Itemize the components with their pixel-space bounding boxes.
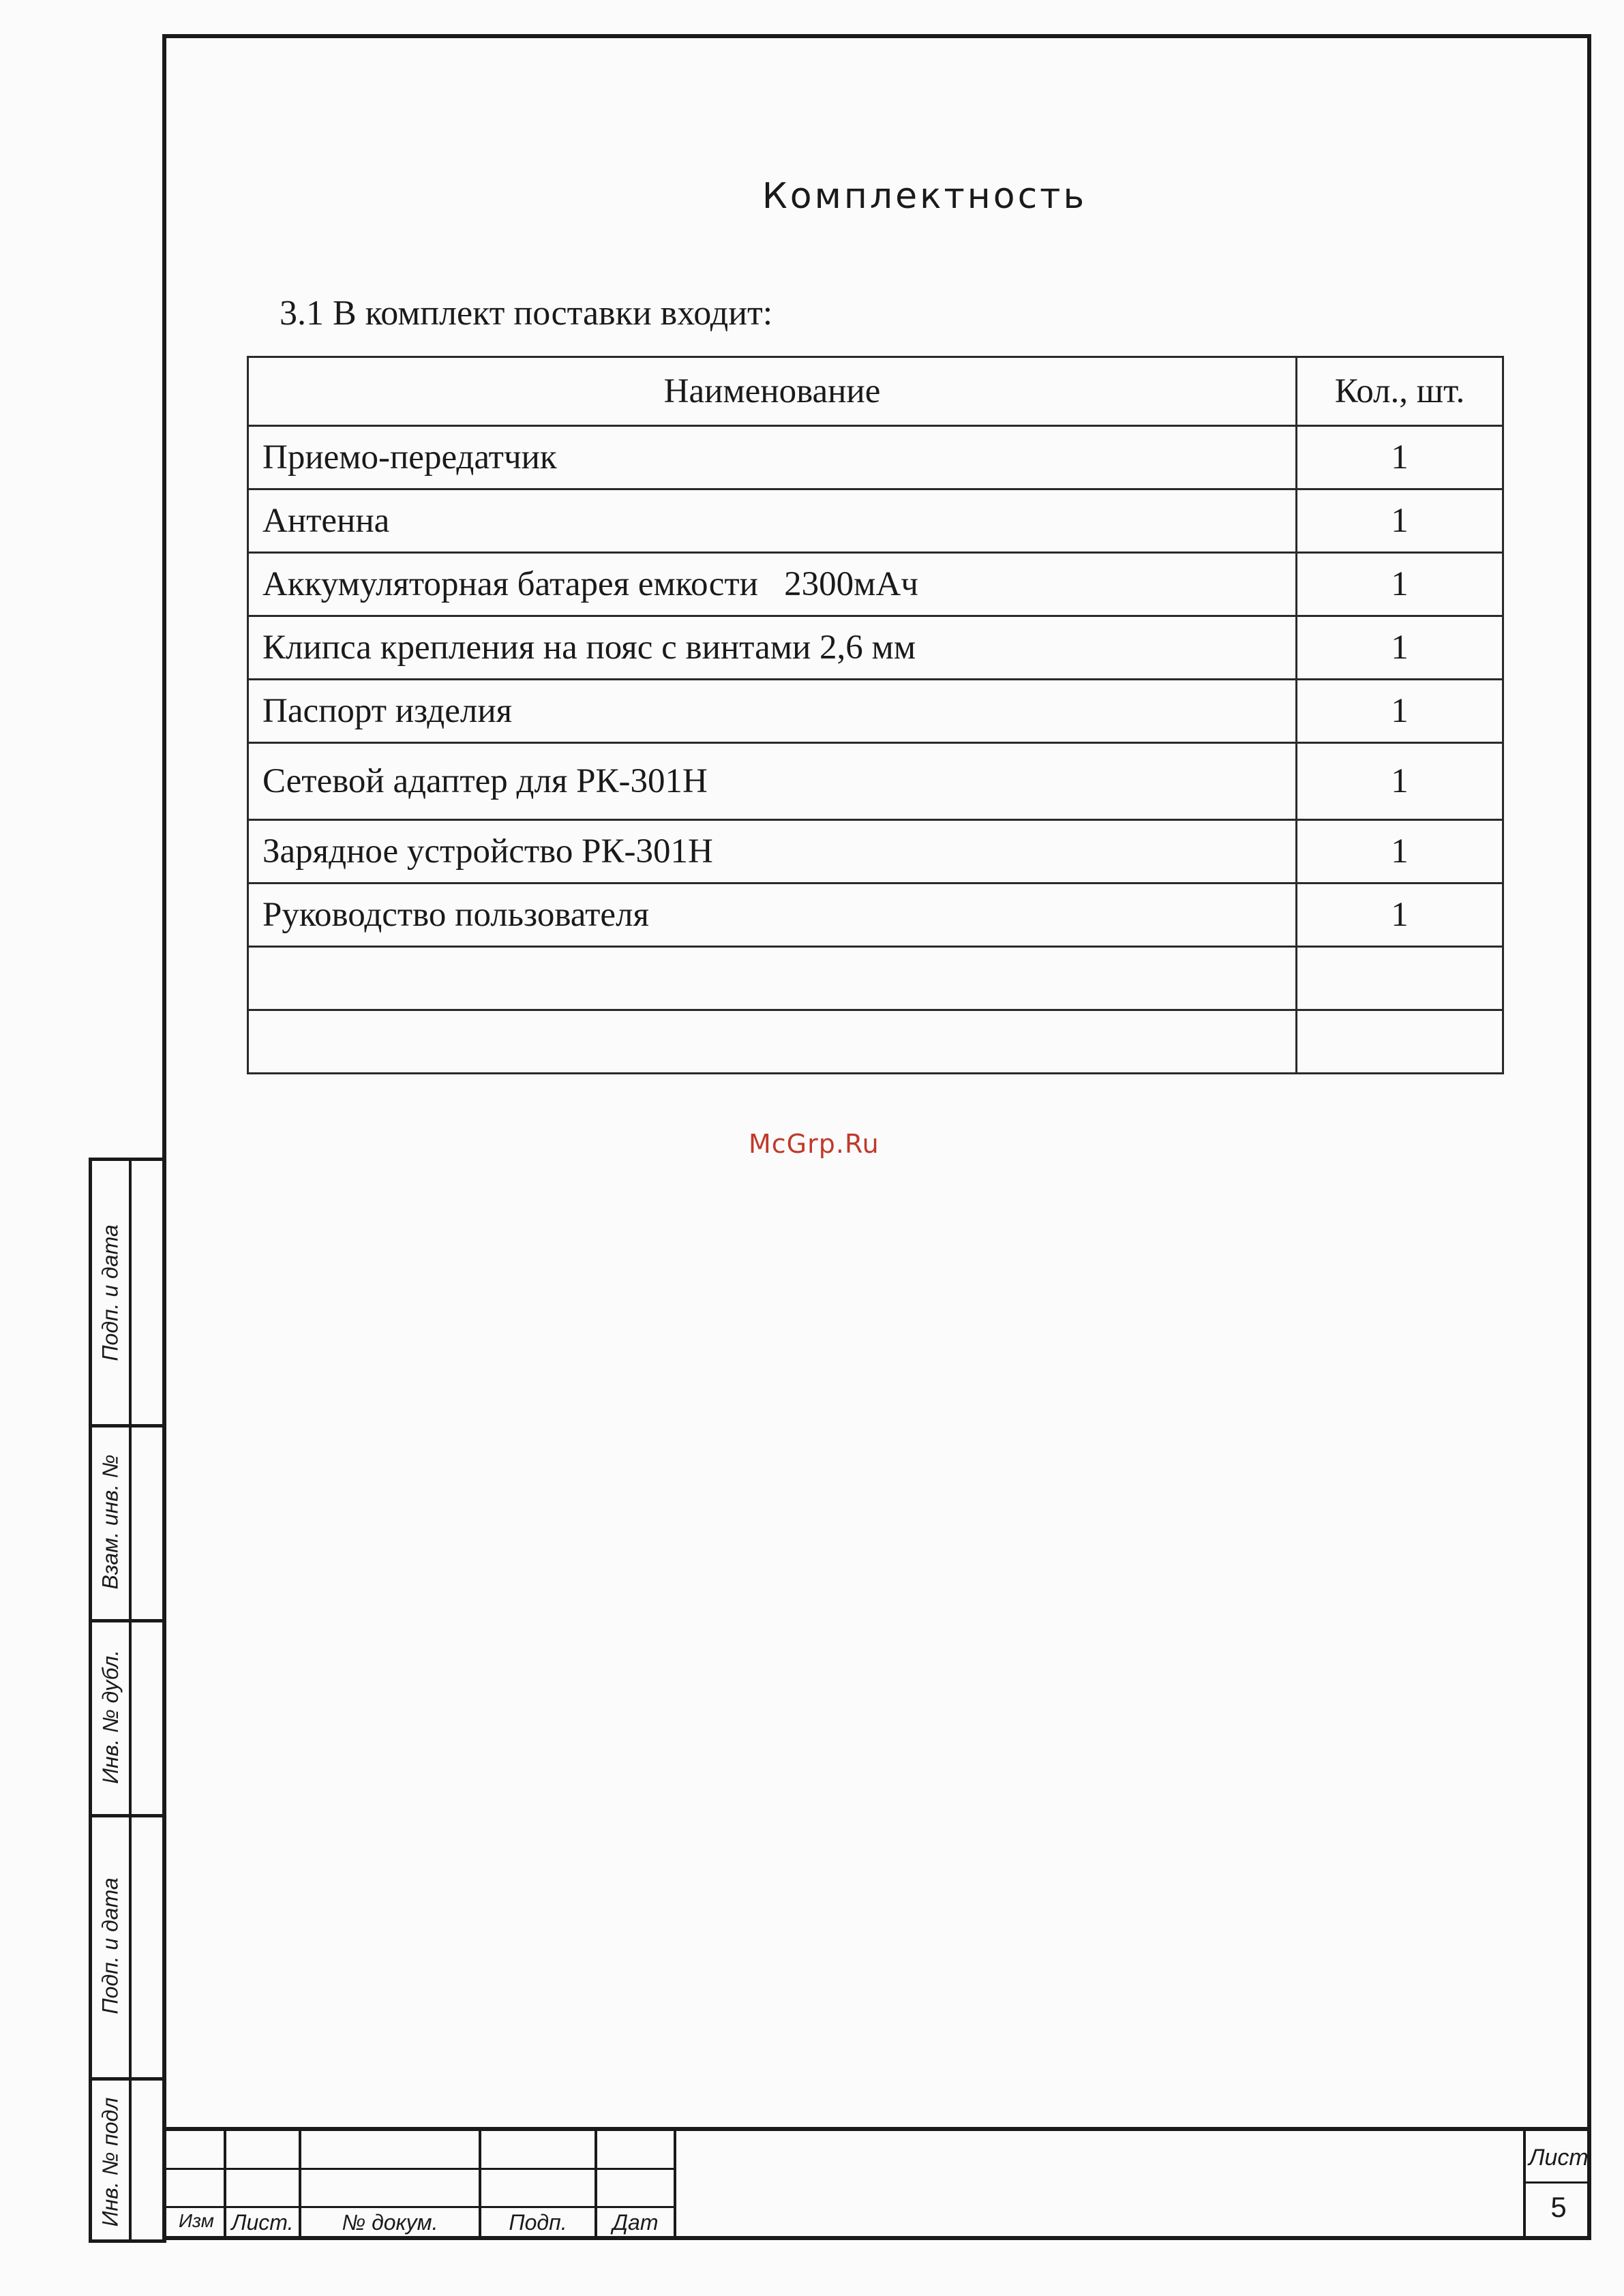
- item-name: Клипса крепления на пояс с винтами 2,6 мм: [248, 616, 1297, 680]
- table-row: [248, 553, 1503, 616]
- item-qty: 1: [1297, 883, 1503, 947]
- item-qty: 1: [1297, 743, 1503, 820]
- item-name: [248, 1010, 1297, 1074]
- side-label-inv-dubl: Инв. № дубл.: [97, 1649, 123, 1784]
- table-row: [248, 820, 1503, 883]
- tb-sheet-label: Лист: [1529, 2145, 1589, 2171]
- item-qty: 1: [1297, 820, 1503, 883]
- table-row: [248, 426, 1503, 489]
- item-name: Руководство пользователя: [248, 883, 1297, 947]
- item-name: [248, 947, 1297, 1010]
- side-label-vzam-inv: Взам. инв. №: [97, 1454, 123, 1589]
- side-label-podp-data: Подп. и дата: [97, 1224, 123, 1361]
- item-name: Приемо-передатчик: [248, 426, 1297, 489]
- side-label-podp-data-2: Подп. и дата: [97, 1877, 123, 2014]
- item-name: Антенна: [248, 489, 1297, 553]
- side-stamp: [89, 1158, 166, 2243]
- item-qty: 1: [1297, 489, 1503, 553]
- item-name: Паспорт изделия: [248, 680, 1297, 743]
- tb-sheet-number: 5: [1550, 2191, 1567, 2223]
- table-row: [248, 616, 1503, 680]
- table-row: [248, 489, 1503, 553]
- table-header-row: [248, 357, 1503, 426]
- tb-list: Лист.: [231, 2210, 294, 2235]
- item-qty: 1: [1297, 680, 1503, 743]
- item-qty: [1297, 1010, 1503, 1074]
- tb-dokum: № докум.: [342, 2210, 438, 2235]
- tb-podp: Подп.: [509, 2210, 567, 2235]
- column-header-name: Наименование: [248, 357, 1297, 426]
- tb-dat: Дат: [612, 2210, 659, 2235]
- items-table: [247, 356, 1504, 1074]
- watermark-link[interactable]: McGrp.Ru: [749, 1129, 879, 1159]
- column-header-qty: Кол., шт.: [1297, 357, 1503, 426]
- item-name: Сетевой адаптер для РК-301Н: [248, 743, 1297, 820]
- tb-izm: Изм: [179, 2210, 214, 2231]
- item-name: Аккумуляторная батарея емкости 2300мАч: [248, 553, 1297, 616]
- table-row: [248, 1010, 1503, 1074]
- table-row: [248, 883, 1503, 947]
- item-qty: 1: [1297, 426, 1503, 489]
- item-name: Зарядное устройство РК-301Н: [248, 820, 1297, 883]
- intro-text: 3.1 В комплект поставки входит:: [280, 294, 773, 333]
- item-qty: 1: [1297, 616, 1503, 680]
- item-qty: 1: [1297, 553, 1503, 616]
- side-label-inv-podl: Инв. № подл: [97, 2097, 123, 2226]
- item-qty: [1297, 947, 1503, 1010]
- table-row: [248, 947, 1503, 1010]
- table-row: [248, 680, 1503, 743]
- table-row: [248, 743, 1503, 820]
- page-title: Комплектность: [762, 176, 1087, 217]
- title-block: [166, 2127, 1591, 2240]
